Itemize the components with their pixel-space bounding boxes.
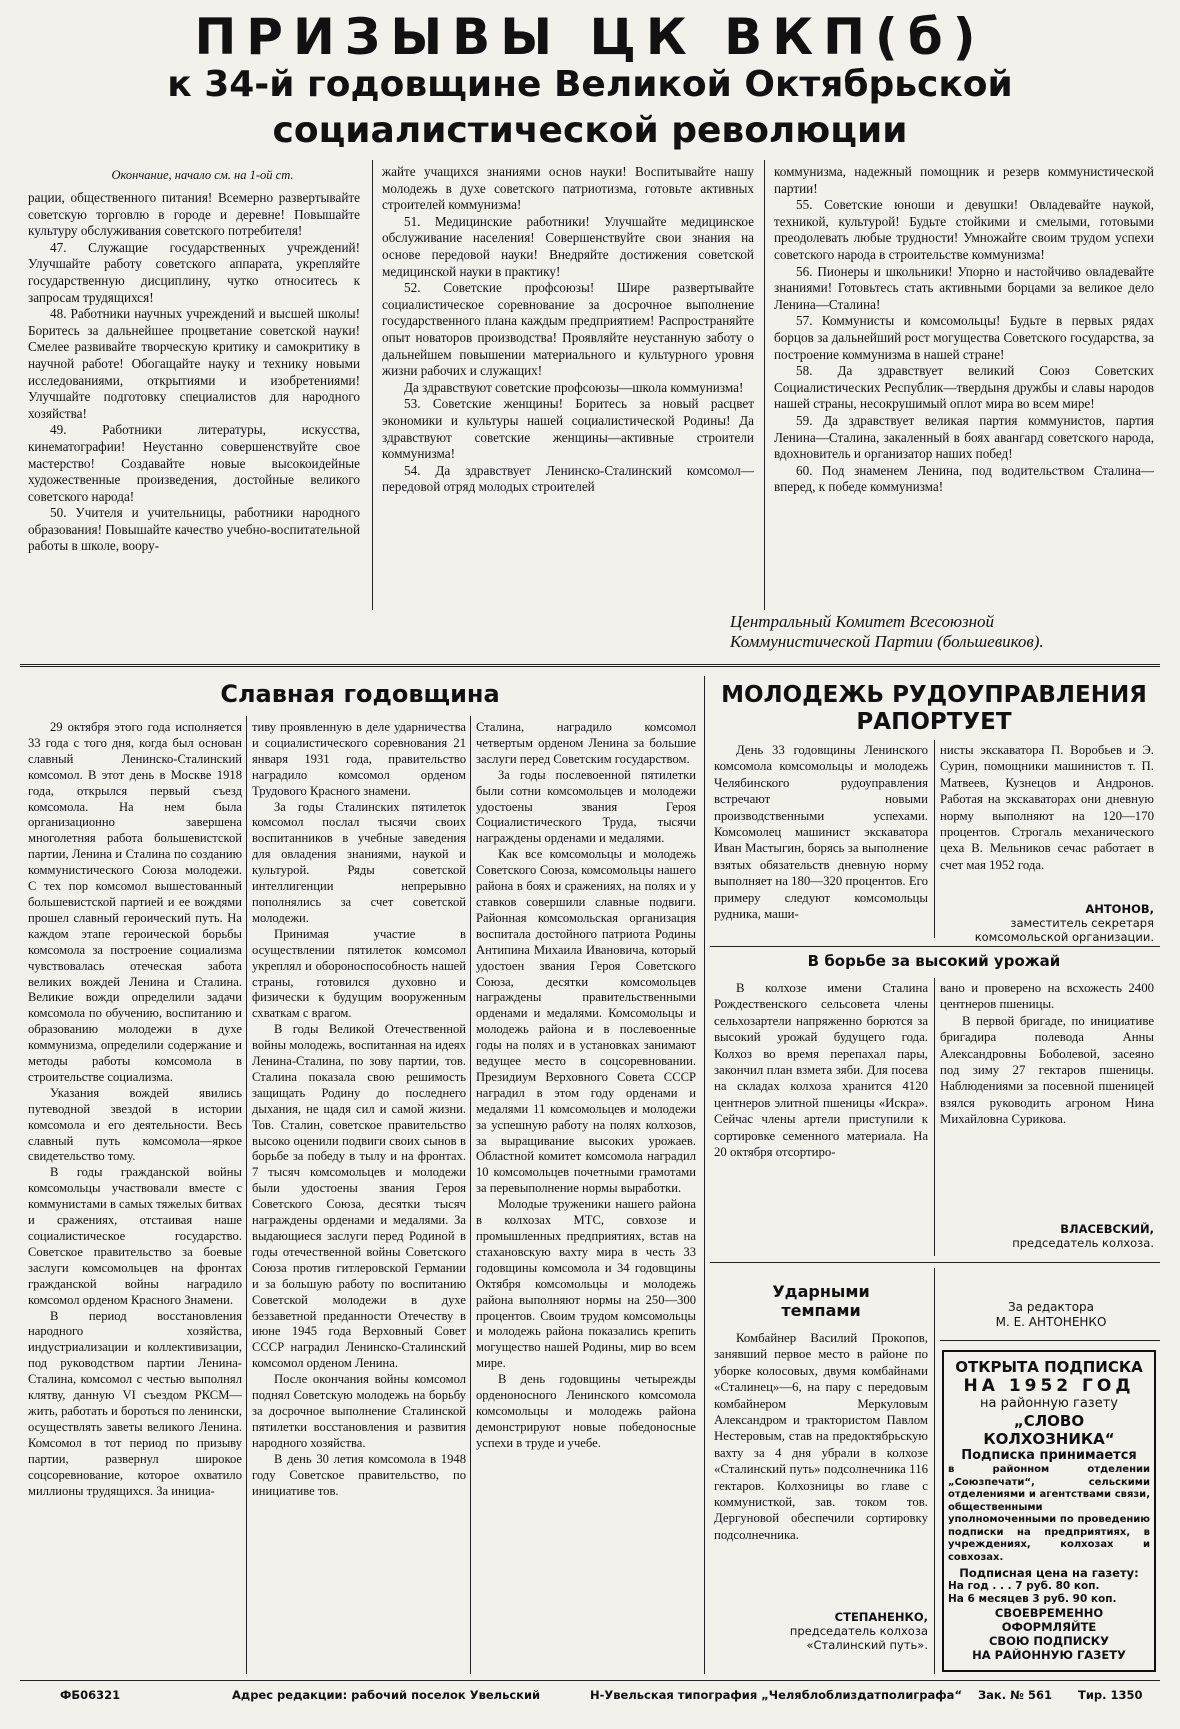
author-title: комсомольской организации. — [974, 930, 1154, 944]
article-paragraph: За годы Сталинских пятилеток комсомол послал тысячи своих воспитанников в учебные заведения для овладения знаниями, наукой и культурой. Ряды советской интеллигенции непрерывно пополнялись за счет советской молодежи. — [252, 799, 466, 925]
article-paragraph: В годы гражданской войны комсомольцы участвовали вместе с коммунистами в самых тяжелых битвах и сражениях, отстаивая наше социалистическое государство. Советское правительство за боевые заслуги комсомольцев на фронтах гражданской войны наградило комсомол орденом Красного Знамени. — [28, 1165, 242, 1307]
article-title-shock — [714, 1282, 928, 1320]
article-paragraph: тиву проявленную в деле ударничества и социалистического соревнования 21 января 1931 года, правительство наградило комсомол орденом Трудового Красного знамени. — [252, 720, 466, 798]
calls-paragraph: 48. Работники научных учреждений и высшей школы! Боритесь за дальнейшее процветание советской науки! Смелее развивайте творческую критику и самокритику в научной работе! Обогащайте науку и технику новыми исследованиями, открытиями и изобретениями! Улучшайте подготовку специалистов для народного хозяйства! — [28, 306, 360, 421]
column-divider — [934, 740, 935, 938]
calls-paragraph: 60. Под знаменем Ленина, под водительством Сталина—вперед, к победе коммунизма! — [774, 462, 1154, 495]
author-title: заместитель секретаря — [1010, 916, 1154, 930]
column-divider — [470, 716, 471, 1674]
calls-paragraph: 54. Да здравствует Ленинско-Сталинский комсомол—передовой отряд молодых строителей — [382, 462, 754, 495]
main-headline: ПРИЗЫВЫ ЦК ВКП(б) — [194, 8, 986, 66]
calls-paragraph: Да здравствуют советские профсоюзы—школа коммунизма! — [404, 379, 744, 395]
headline-line2: к 34-й годовщине Великой Октябрьской — [167, 64, 1013, 105]
anniversary-column-2 — [252, 720, 466, 1670]
article-paragraph: В период восстановления народного хозяйства, индустриализации и коллективизации, под руководством партии Ленина-Сталина, комсомол с честью выполнял клятву, данную VI съездом РКСМ—жить, работать и бороться по ленински, осуществлять заветы великого Ленина. Комсомол в тот период по призыву партии, развернул широкое соцсоревнование, которое охватило миллионы трудящихся. За инициа- — [28, 1308, 242, 1498]
article-paragraph: Молодые труженики нашего района в колхозах МТС, совхозе и промышленных предприятиях, встав на стахановскую вахту мира в честь 33 годовщины комсомола и 34 годовщины Октября комсомольцы и молодежь района выполняют нормы на 250—300 процентов. Своим трудом комсомольцы и молодежь района показались крепить могущество нашей Родины, мир во всем мире. — [476, 1197, 696, 1371]
calls-column-1 — [28, 190, 360, 610]
price-half-year: На 6 месяцев 3 руб. 90 коп. — [948, 1593, 1117, 1605]
section-divider — [710, 1262, 1160, 1263]
article-paragraph: Как все комсомольцы и молодежь Советского Союза, комсомольцы нашего района в боях и сражениях, на полях и у ставков совершили славные подвиги. Районная комсомольская организация воспитала достойного патриота Родины Антипина Михаила Ивановича, который удостоен звания Героя Советского Союза, десятки комсомольцев награждены правительственными орденами и медалями. Комсомольцы и молодежь района и в послевоенные годы на полях и в установках занимают ведущее место в соцсоревновании. Президиум Верховного Совета СССР наградил в этом году орденами и медалями 11 комсомольцев и молодежи за успешную работу на полях колхозов, за выращивание высоких урожаев. Областной комитет комсомола наградил 10 комсомольцев почетными грамотами за перевыполнение нормы выработки. — [476, 847, 696, 1196]
article-paragraph: вано и проверено на всхожесть 2400 центнеров пшеницы. — [940, 981, 1154, 1012]
footer-divider — [20, 1680, 1160, 1681]
harvest-column-2 — [940, 980, 1154, 1218]
article-title-harvest: В борьбе за высокий урожай — [807, 952, 1061, 970]
calls-paragraph: рации, общественного питания! Всемерно развертывайте советскую торговлю в городе и деревне! Повышайте культуру обслуживания советского потребителя! — [28, 190, 360, 239]
article-paragraph: В день 30 летия комсомола в 1948 году Советское правительство, по инициативе тов. — [252, 1451, 466, 1498]
section-divider — [20, 664, 1160, 667]
author-title: «Сталинский путь». — [806, 1638, 928, 1652]
footer-circulation: Тир. 1350 — [1078, 1688, 1143, 1702]
article-paragraph: 29 октября этого года исполняется 33 года с того дня, когда был основан славный Ленинско-Сталинский комсомол. В этот день в Москве 1918 года, открылся первый съезд комсомола. На нем была организационно завершена многолетняя работа большевистской партии, Ленина и Сталина по созданию коммунистического Союза молодежи. С тех пор комсомол вышестованный большевистской партией и ее вождями прошел славный героический путь. На каждом этапе героической борьбы комсомола за построение социализма чувствовалась отеческая забота великих вождей Ленина и Сталина. Великие вожди определили задачи комсомола по обучению, воспитанию и образованию молодежи в духе коммунизма, определили содержание и методы работы комсомола в строительстве социализма. — [28, 720, 242, 1084]
author-title: председатель колхоза — [789, 1624, 928, 1638]
footer-address: Адрес редакции: рабочий поселок Увельский — [232, 1688, 541, 1702]
article-paragraph: В первой бригаде, по инициативе бригадира полевода Анны Александровны Боболевой, засеяно под зиму 27 гектаров пшеницы. Наблюдениями за посевной пшеницей взялся руководить агроном Нина Михайловна Сурикова. — [940, 1013, 1154, 1127]
footer-order: Зак. № 561 — [978, 1688, 1052, 1702]
article-paragraph: Принимая участие в осуществлении пятилеток комсомол укреплял и обороноспособность нашей страны, готовился духовно и физически к будущим вооруженным схваткам с врагом. — [252, 926, 466, 1021]
calls-paragraph: 58. Да здравствует великий Союз Советских Социалистических Республик—твердыня дружбы и славы народов нашей страны, несокрушимый оплот мира во всем мире! — [774, 363, 1154, 412]
shock-column — [714, 1330, 928, 1598]
footer-code: ФБ06321 — [60, 1688, 121, 1702]
calls-paragraph: 47. Служащие государственных учреждений! Улучшайте работу советского аппарата, укрепляйте государственную дисциплину, чутко относитесь к запросам трудящихся! — [28, 239, 360, 305]
author-name: ВЛАСЕВСКИЙ, — [1060, 1222, 1154, 1236]
calls-paragraph: коммунизма, надежный помощник и резерв коммунистической партии! — [774, 164, 1154, 196]
article-paragraph: За годы послевоенной пятилетки были сотни комсомольцев и молодежи удостоены звания Героя Социалистического Труда, тысячи награждены орденами и медалями. — [476, 767, 696, 846]
subscription-line-3: на районную газету — [980, 1396, 1118, 1411]
calls-paragraph: 49. Работники литературы, искусства, кинематографии! Неустанно совершенствуйте свое мастерство! Создавайте новые высокоидейные художественные произведения, достойные великого советского народа! — [28, 422, 360, 504]
article-paragraph: В колхозе имени Сталина Рождественского сельсовета члены сельхозартели напряженно борются за высокий урожай будущего года. Колхоз во время перепахал пары, закончил план взмета зяби. Для посева на складах колхоза хранится 4120 центнеров элитной пшеницы «Искра». Сейчас члены артели приступили к сортировке семенного материала. На 20 октября отсортиро- — [714, 981, 928, 1160]
signature-line-2: Коммунистической Партии (большевиков). — [730, 632, 1044, 651]
mine-author — [940, 902, 1154, 944]
calls-paragraph: 50. Учителя и учительницы, работники народного образования! Повышайте качество учебно-воспитательной работы в школе, воору- — [28, 505, 360, 554]
subscription-call-2: СВОЮ ПОДПИСКУ — [988, 1634, 1110, 1648]
article-paragraph: Комбайнер Василий Прокопов, занявший первое место в районе по уборке колосовых, двумя комбайнами «Сталинец»—6, на пару с передовым комбайнером Меркуловым Александром и трактористом Павлом Нестеровым, став на предоктябрьскую вахту за 4 дня убрали в колхозе «Сталинский путь» подсолнечника 116 гектаров. Колхозницы во главе с коммунисткой, зав. током тов. Дергуновой обеспечили сортировку подсолнечника. — [714, 1331, 928, 1542]
calls-paragraph: 56. Пионеры и школьники! Упорно и настойчиво овладевайте знаниями! Готовьтесь стать активными борцами за великое дело Ленина—Сталина! — [774, 263, 1154, 312]
calls-paragraph: 52. Советские профсоюзы! Шире развертывайте социалистическое соревнование за досрочное выполнение государственного плана каждым предприятием! Распространяйте опыт новаторов производства! Проявляйте неустанную заботу о дальнейшем повышении материального и культурного уровня жизни рабочих и служащих! — [382, 280, 754, 379]
section-divider-vertical — [704, 676, 705, 1674]
editor-name: М. Е. АНТОНЕНКО — [995, 1315, 1107, 1329]
mine-column-2 — [940, 742, 1154, 902]
shock-title-line-1: Ударными — [772, 1282, 870, 1301]
mine-title-line-1: МОЛОДЕЖЬ РУДОУПРАВЛЕНИЯ — [721, 682, 1147, 708]
mine-title-line-2: РАПОРТУЕТ — [856, 709, 1012, 735]
footer-printer: Н-Увельская типография „Челяблоблиздатполиграфа“ — [590, 1688, 963, 1702]
section-divider — [710, 946, 1160, 947]
column-divider — [246, 716, 247, 1674]
signature-line-1: Центральный Комитет Всесоюзной — [730, 612, 995, 631]
article-paragraph: День 33 годовщины Ленинского комсомола комсомольцы и молодежь Челябинского рудоуправления встречают новыми производственными успехами. Комсомолец машинист экскаватора Иван Мастыгин, борясь за выполнение взятых обязательств дневную норму выполняет на 180—320 процентов. Его примеру следуют комсомольцы рудника, маши- — [714, 743, 928, 922]
author-name: АНТОНОВ, — [1085, 902, 1154, 916]
calls-paragraph: 55. Советские юноши и девушки! Овладевайте наукой, техникой, культурой! Будьте стойкими и смелыми, готовыми преодолевать любые трудности! Умножайте своим трудом успехи советского народа в строительстве коммунизма! — [774, 197, 1154, 262]
column-divider — [934, 978, 935, 1256]
price-title: Подписная цена на газету: — [959, 1566, 1139, 1580]
calls-paragraph: жайте учащихся знаниями основ науки! Воспитывайте нашу молодежь в духе советского патриотизма, готовьте активных строителей коммунизма! — [382, 164, 754, 213]
section-divider — [940, 1340, 1160, 1341]
article-title-mine — [712, 682, 1156, 736]
shock-title-line-2: темпами — [781, 1301, 861, 1320]
price-year: На год . . . 7 руб. 80 коп. — [948, 1580, 1100, 1592]
article-title-anniversary: Славная годовщина — [220, 680, 500, 708]
article-paragraph: Сталина, наградило комсомол четвертым орденом Ленина за большие заслуги перед Советским государством. — [476, 720, 696, 766]
shock-author — [714, 1610, 928, 1652]
author-name: СТЕПАНЕНКО, — [834, 1610, 928, 1624]
mine-column-1 — [714, 742, 928, 938]
subscription-line-2: НА 1952 ГОД — [963, 1376, 1135, 1396]
calls-paragraph: 53. Советские женщины! Боритесь за новый расцвет экономики и культуры нашей социалистической Родины! Да здравствуют советские женщины—активные строители коммунизма! — [382, 396, 754, 462]
harvest-column-1 — [714, 980, 928, 1256]
calls-paragraph: 59. Да здравствует великая партия коммунистов, партия Ленина—Сталина, закаленный в боях авангард советского народа, вдохновитель и организатор наших побед! — [774, 412, 1154, 462]
article-paragraph: Указания вождей явились путеводной звездой в истории комсомола и его деятельности. Весь славный путь комсомола—яркое свидетельство тому. — [28, 1085, 242, 1164]
continuation-note: Окончание, начало см. на 1-ой ст. — [111, 168, 294, 182]
column-divider — [764, 160, 765, 610]
column-divider — [372, 160, 373, 610]
subscription-line-5: Подписка принимается — [961, 1448, 1137, 1463]
subscription-line-1: ОТКРЫТА ПОДПИСКА — [955, 1358, 1143, 1376]
article-paragraph: В день годовщины четырежды орденоносного Ленинского комсомола комсомольцы и молодежь района демонстрируют новые победоносные успехи в труде и учебе. — [476, 1372, 696, 1450]
calls-column-2 — [382, 164, 754, 610]
subscription-call-1: СВОЕВРЕМЕННО ОФОРМЛЯЙТЕ — [994, 1606, 1104, 1634]
subscription-call-3: НА РАЙОННУЮ ГАЗЕТУ — [972, 1648, 1126, 1662]
harvest-author — [940, 1222, 1154, 1250]
headline-line3: социалистической революции — [272, 110, 908, 151]
column-divider — [934, 1268, 935, 1674]
editor-block — [945, 1300, 1157, 1330]
calls-paragraph: 51. Медицинские работники! Улучшайте медицинское обслуживание населения! Совершенствуйте свои знания на основе передовой науки! Внедряйте достижения советской медицинской науки в практику! — [382, 213, 754, 279]
newspaper-name: „СЛОВО КОЛХОЗНИКА“ — [983, 1412, 1115, 1448]
subscription-body: в районном отделении „Союзпечати“, сельскими отделениями и агентствами связи, общественными уполномоченными по проведению подписки на предприятиях, в учреждениях, колхозах и совхозах. — [948, 1464, 1150, 1563]
author-title: председатель колхоза. — [1012, 1236, 1154, 1250]
editor-label: За редактора — [1007, 1300, 1095, 1314]
calls-paragraph: 57. Коммунисты и комсомольцы! Будьте в первых рядах борцов за дальнейший рост могущества Советского государства, за построение коммунизма в нашей стране! — [774, 313, 1154, 362]
article-paragraph: нисты экскаватора П. Воробьев и Э. Сурин, помощники машинистов т. П. Матвеев, Кузнецов и Андронов. Работая на экскаваторах они дневную норму выполняют на 120—170 процентов. Строгаль механического цеха В. Мельников сечас работает в счет мая 1952 года. — [940, 743, 1154, 872]
article-paragraph: После окончания войны комсомол поднял Советскую молодежь на борьбу за досрочное выполнение Сталинской пятилетки восстановления и развития народного хозяйства. — [252, 1372, 466, 1450]
anniversary-column-3 — [476, 720, 696, 1670]
calls-column-3 — [774, 164, 1154, 610]
anniversary-column-1 — [28, 720, 242, 1670]
subscription-box — [942, 1350, 1156, 1672]
article-paragraph: В годы Великой Отечественной войны молодежь, воспитанная на идеях Ленина-Сталина, по зову партии, тов. Сталина показала свою решимость защищать Родину до последнего дыхания, не щадя сил и самой жизни. Тов. Сталин, советское правительство высоко оценили подвиги своих сынов в борьбе за победу в тылу и на фронтах. 7 тысяч комсомольцев и молодежи были удостоены звания Героя Советского Союза, десятки тысяч награждены орденами и медалями. За выдающиеся заслуги перед Родиной в годы отечественной войны Советского Союза против гитлеровской Германии и за большую работу по воспитанию Советской молодежи в духе беззаветной преданности Отечеству в июне 1945 года Верховный Совет СССР наградил Ленинско-Сталинский комсомол орденом Ленина. — [252, 1022, 466, 1371]
